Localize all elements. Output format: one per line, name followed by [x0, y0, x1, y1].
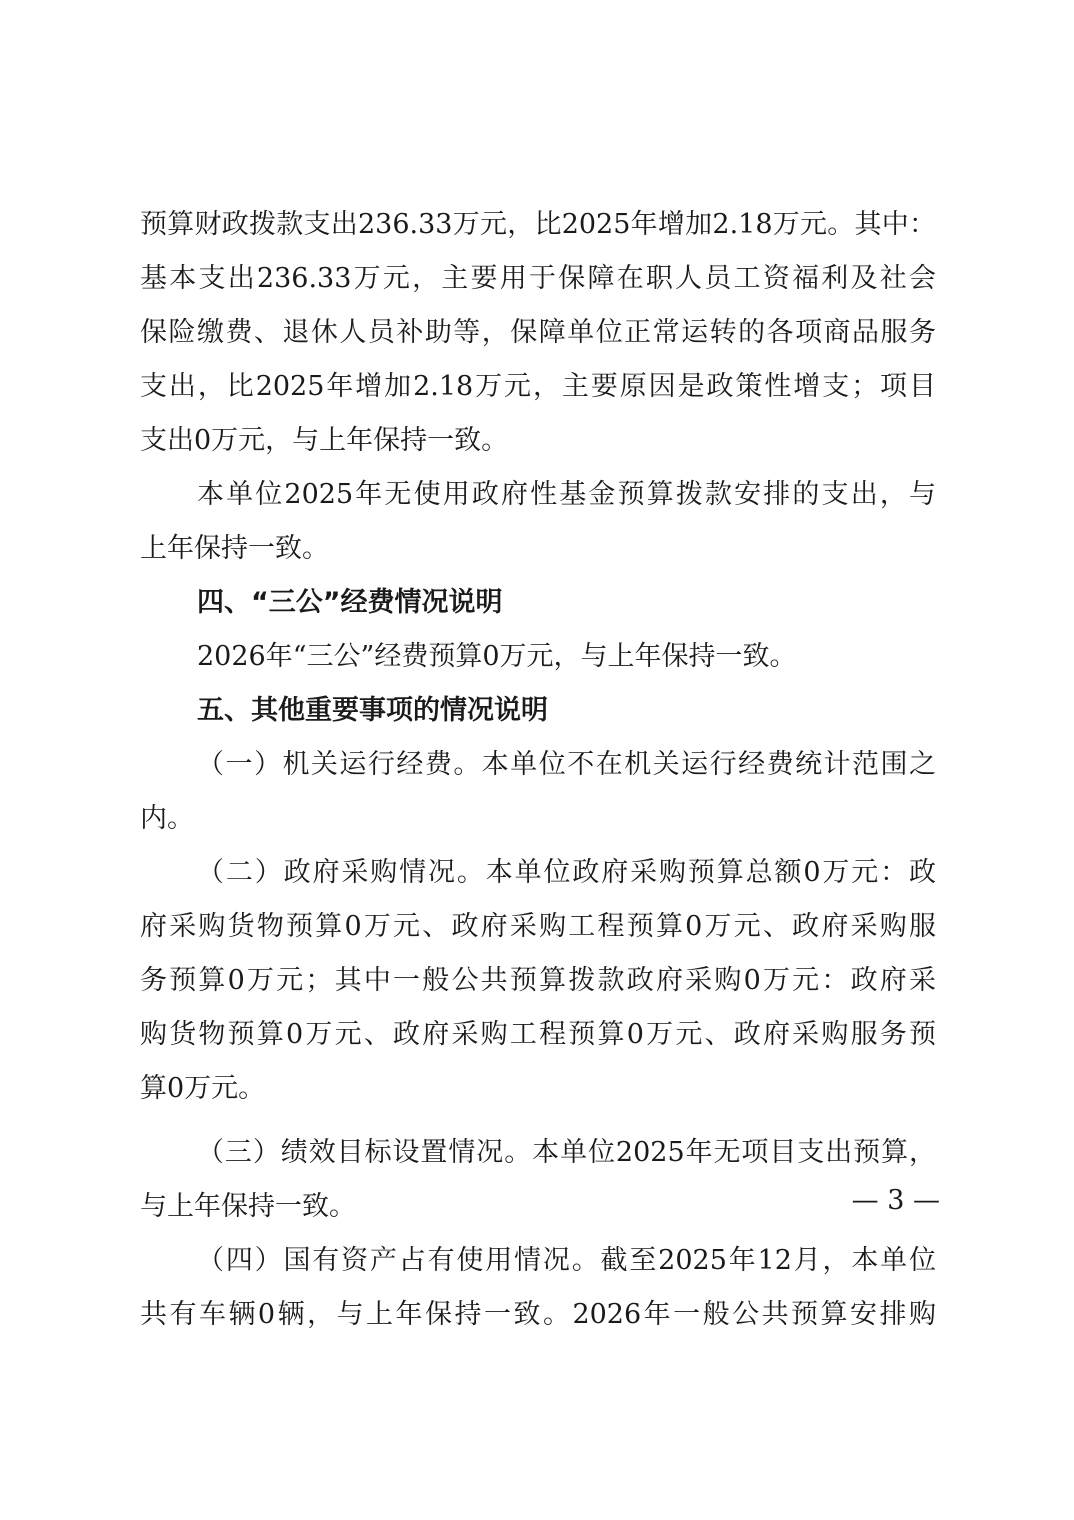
- section-heading-5: 五、其他重要事项的情况说明: [197, 695, 548, 726]
- paragraph-line: （三）绩效目标设置情况。本单位2025年无项目支出预算，: [197, 1137, 936, 1168]
- section-heading-4: 四、“三公”经费情况说明: [197, 587, 503, 618]
- paragraph-line: 共有车辆0辆，与上年保持一致。2026年一般公共预算安排购: [140, 1299, 936, 1330]
- paragraph-line: 与上年保持一致。: [140, 1191, 356, 1222]
- paragraph-line: 保险缴费、退休人员补助等，保障单位正常运转的各项商品服务: [140, 317, 936, 348]
- paragraph-line: 支出，比2025年增加2.18万元，主要原因是政策性增支；项目: [140, 371, 936, 402]
- page-number: — 3 —: [851, 1185, 940, 1216]
- paragraph-line: （二）政府采购情况。本单位政府采购预算总额0万元：政: [197, 857, 936, 888]
- paragraph-line: 基本支出236.33万元，主要用于保障在职人员工资福利及社会: [140, 263, 936, 294]
- paragraph-line: 上年保持一致。: [140, 533, 329, 564]
- paragraph-line: 府采购货物预算0万元、政府采购工程预算0万元、政府采购服: [140, 911, 936, 942]
- paragraph-line: 内。: [140, 803, 194, 834]
- paragraph-line: 预算财政拨款支出236.33万元，比2025年增加2.18万元。其中：: [140, 209, 936, 240]
- paragraph-line: 购货物预算0万元、政府采购工程预算0万元、政府采购服务预: [140, 1019, 936, 1050]
- paragraph-line: 2026年“三公”经费预算0万元，与上年保持一致。: [197, 641, 797, 672]
- paragraph-line: 支出0万元，与上年保持一致。: [140, 425, 509, 456]
- paragraph-line: 务预算0万元；其中一般公共预算拨款政府采购0万元：政府采: [140, 965, 936, 996]
- paragraph-line: （四）国有资产占有使用情况。截至2025年12月，本单位: [197, 1245, 936, 1276]
- paragraph-line: （一）机关运行经费。本单位不在机关运行经费统计范围之: [197, 749, 936, 780]
- paragraph-line: 算0万元。: [140, 1073, 266, 1104]
- paragraph-line: 本单位2025年无使用政府性基金预算拨款安排的支出，与: [197, 479, 936, 510]
